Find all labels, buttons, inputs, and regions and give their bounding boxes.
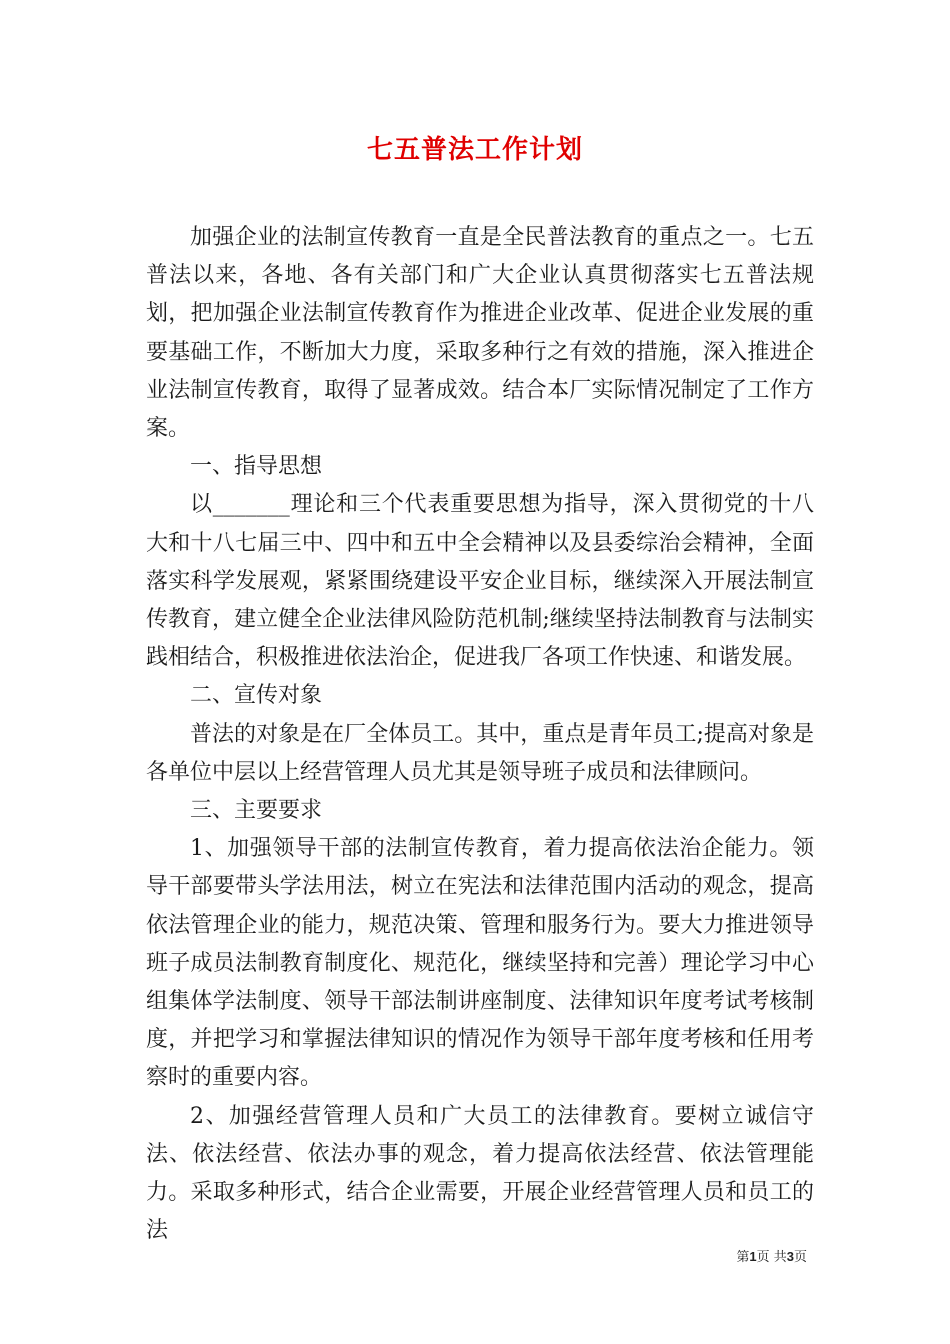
footer-middle: 页 共 bbox=[756, 1250, 787, 1265]
paragraph-guiding-thought: 以_______理论和三个代表重要思想为指导，深入贯彻党的十八大和十八七届三中、四中和五中全会精神以及县委综治会精神，全面落实科学发展观，紧紧围绕建设平安企业目标，继续深入开展法制宣传教育，建立健全企业法律风险防范机制;继续坚持法制教育与法制实践相结合，积极推进依法治企，促进我厂各项工作快速、和谐发展。 bbox=[146, 492, 814, 671]
page-number-footer bbox=[736, 1248, 807, 1267]
heading-target-audience: 二、宣传对象 bbox=[190, 683, 323, 709]
heading-main-requirements: 三、主要要求 bbox=[190, 798, 323, 824]
document-body bbox=[146, 219, 814, 1250]
footer-current-page: 1 bbox=[749, 1249, 757, 1264]
footer-suffix: 页 bbox=[793, 1250, 807, 1265]
paragraph-requirement-2: 2、加强经营管理人员和广大员工的法律教育。要树立诚信守法、依法经营、依法办事的观念，着力提高依法经营、依法管理能力。采取多种形式，结合企业需要，开展企业经营管理人员和员工的法 bbox=[146, 1103, 814, 1244]
paragraph-target-audience: 普法的对象是在厂全体员工。其中，重点是青年员工;提高对象是各单位中层以上经营管理人员尤其是领导班子成员和法律顾问。 bbox=[146, 721, 814, 785]
document-title: 七五普法工作计划 bbox=[366, 135, 583, 165]
paragraph-requirement-1: 1、加强领导干部的法制宣传教育，着力提高依法治企能力。领导干部要带头学法用法，树立在宪法和法律范围内活动的观念，提高依法管理企业的能力，规范决策、管理和服务行为。要大力推进领导班子成员法制教育制度化、规范化，继续坚持和完善）理论学习中心组集体学法制度、领导干部法制讲座制度、法律知识年度考试考核制度，并把学习和掌握法律知识的情况作为领导干部年度考核和任用考察时的重要内容。 bbox=[146, 836, 814, 1091]
paragraph-intro: 加强企业的法制宣传教育一直是全民普法教育的重点之一。七五普法以来，各地、各有关部门和广大企业认真贯彻落实七五普法规划，把加强企业法制宣传教育作为推进企业改革、促进企业发展的重要基础工作，不断加大力度，采取多种行之有效的措施，深入推进企业法制宣传教育，取得了显著成效。结合本厂实际情况制定了工作方案。 bbox=[146, 225, 814, 442]
footer-total-pages: 3 bbox=[786, 1249, 794, 1264]
heading-guiding-thought: 一、指导思想 bbox=[190, 454, 323, 480]
footer-prefix: 第 bbox=[736, 1250, 750, 1265]
